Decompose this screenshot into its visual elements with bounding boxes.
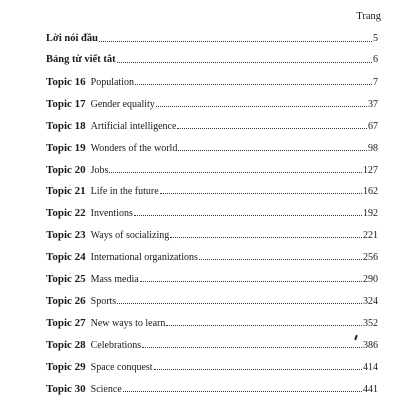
topic-title: Artificial intelligence bbox=[90, 121, 177, 132]
dot-leader bbox=[160, 184, 362, 194]
toc-entry-title: Lời nói đầu bbox=[46, 33, 98, 44]
topic-page: 324 bbox=[363, 296, 378, 307]
toc-entry-topic-16[interactable] bbox=[46, 75, 378, 89]
topic-number: Topic 27 bbox=[46, 317, 86, 329]
dot-leader bbox=[154, 360, 362, 370]
topic-number: Topic 21 bbox=[46, 185, 86, 197]
dot-leader bbox=[166, 316, 362, 326]
topic-page: 441 bbox=[363, 384, 378, 395]
dot-leader bbox=[123, 382, 362, 392]
topic-title: Wonders of the world bbox=[90, 143, 178, 154]
dot-leader bbox=[177, 119, 367, 129]
topic-number: Topic 16 bbox=[46, 76, 86, 88]
topic-page: 127 bbox=[363, 165, 378, 176]
dot-leader bbox=[109, 163, 362, 173]
toc-entry-page: 6 bbox=[373, 54, 378, 65]
dot-leader bbox=[142, 338, 362, 348]
topic-number: Topic 29 bbox=[46, 361, 86, 373]
dot-leader bbox=[140, 272, 362, 282]
topic-title: Population bbox=[90, 77, 134, 88]
topic-title: Celebrations bbox=[90, 340, 142, 351]
topic-page: 352 bbox=[363, 318, 378, 329]
topic-page: 37 bbox=[368, 99, 378, 110]
topic-page: 256 bbox=[363, 252, 378, 263]
toc-entry-topic-22[interactable] bbox=[46, 206, 378, 220]
topic-page: 98 bbox=[368, 143, 378, 154]
toc-entry-abbreviations[interactable] bbox=[46, 53, 378, 67]
topic-page: 386 bbox=[363, 340, 378, 351]
dot-leader bbox=[199, 250, 362, 260]
topic-title: Mass media bbox=[90, 274, 139, 285]
topic-number: Topic 24 bbox=[46, 251, 86, 263]
topic-number: Topic 30 bbox=[46, 383, 86, 395]
topic-page: 192 bbox=[363, 208, 378, 219]
page-column-label: Trang bbox=[356, 11, 381, 22]
toc-entry-title: Bảng từ viết tắt bbox=[46, 54, 116, 65]
topic-number: Topic 23 bbox=[46, 229, 86, 241]
topic-page: 67 bbox=[368, 121, 378, 132]
toc-entry-topic-26[interactable] bbox=[46, 294, 378, 308]
topic-page: 414 bbox=[363, 362, 378, 373]
dot-leader bbox=[117, 53, 372, 63]
topic-page: 221 bbox=[363, 230, 378, 241]
topic-number: Topic 25 bbox=[46, 273, 86, 285]
toc-entry-topic-29[interactable] bbox=[46, 360, 378, 374]
toc-entry-topic-18[interactable] bbox=[46, 119, 378, 133]
toc-entry-page: 5 bbox=[373, 33, 378, 44]
topic-page: 7 bbox=[373, 77, 378, 88]
topic-title: Inventions bbox=[90, 208, 133, 219]
topic-title: New ways to learn bbox=[90, 318, 166, 329]
topic-number: Topic 19 bbox=[46, 142, 86, 154]
topic-number: Topic 26 bbox=[46, 295, 86, 307]
toc-entry-topic-21[interactable] bbox=[46, 184, 378, 198]
dot-leader bbox=[170, 228, 362, 238]
toc-entry-topic-19[interactable] bbox=[46, 141, 378, 155]
topic-number: Topic 18 bbox=[46, 120, 86, 132]
topic-number: Topic 28 bbox=[46, 339, 86, 351]
topic-number: Topic 20 bbox=[46, 164, 86, 176]
topic-page: 290 bbox=[363, 274, 378, 285]
topic-number: Topic 17 bbox=[46, 98, 86, 110]
topic-title: International organizations bbox=[90, 252, 198, 263]
dot-leader bbox=[134, 206, 362, 216]
topic-title: Gender equality bbox=[90, 99, 155, 110]
dot-leader bbox=[117, 294, 362, 304]
topic-title: Life in the future bbox=[90, 186, 159, 197]
toc-entry-topic-23[interactable] bbox=[46, 228, 378, 242]
dot-leader bbox=[178, 141, 367, 151]
toc-entry-topic-17[interactable] bbox=[46, 97, 378, 111]
topic-number: Topic 22 bbox=[46, 207, 86, 219]
toc-entry-preface[interactable] bbox=[46, 32, 378, 46]
toc-entry-topic-25[interactable] bbox=[46, 272, 378, 286]
topic-title: Sports bbox=[90, 296, 117, 307]
topic-title: Space conquest bbox=[90, 362, 153, 373]
topic-page: 162 bbox=[363, 186, 378, 197]
toc-entry-topic-20[interactable] bbox=[46, 163, 378, 177]
dot-leader bbox=[156, 97, 367, 107]
dot-leader bbox=[99, 32, 372, 42]
toc-entry-topic-24[interactable] bbox=[46, 250, 378, 264]
toc-entry-topic-27[interactable] bbox=[46, 316, 378, 330]
topic-title: Ways of socializing bbox=[90, 230, 170, 241]
topic-title: Jobs bbox=[90, 165, 109, 176]
dot-leader bbox=[135, 75, 372, 85]
toc-entry-topic-28[interactable] bbox=[46, 338, 378, 352]
toc-entry-topic-30[interactable] bbox=[46, 382, 378, 396]
cropped-heading-fragment bbox=[155, 0, 245, 8]
topic-title: Science bbox=[90, 384, 122, 395]
